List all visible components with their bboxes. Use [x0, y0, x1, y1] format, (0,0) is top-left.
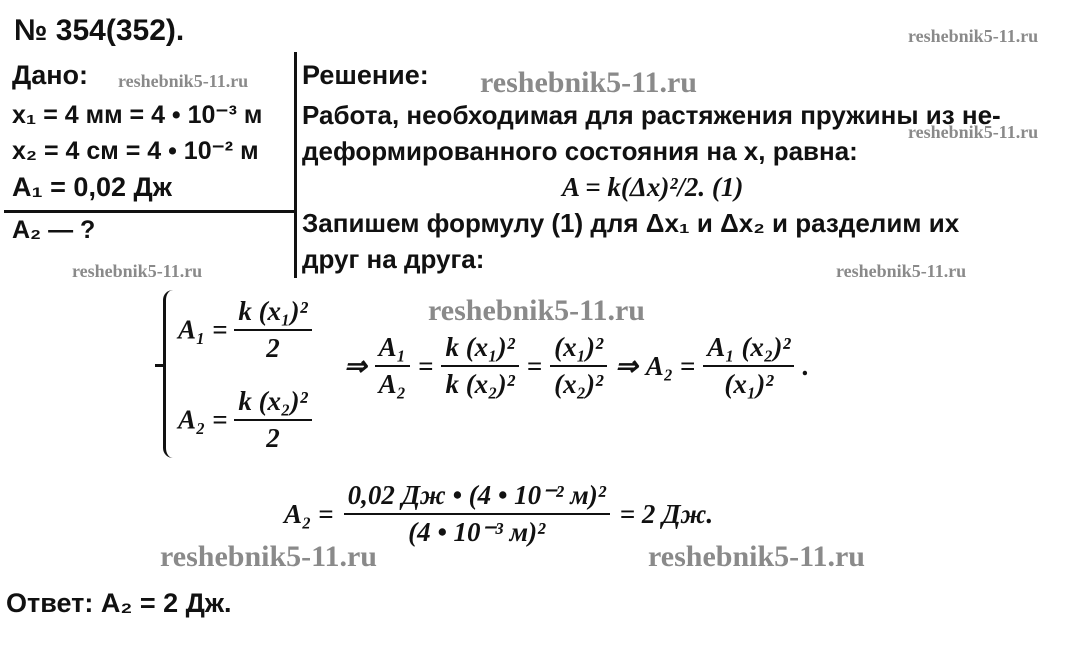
- system-brace-tip: [155, 364, 165, 367]
- ratio-x-denominator: (x₂)²: [554, 369, 604, 399]
- solution-line-4: друг на друга:: [302, 244, 485, 274]
- system-a1-numerator: k (x₁)²: [234, 296, 311, 331]
- watermark: reshebnik5-11.ru: [118, 71, 249, 91]
- ratio-x-fraction: [550, 332, 607, 400]
- ratio-k-numerator: k (x₁)²: [441, 332, 518, 367]
- watermark: reshebnik5-11.ru: [908, 122, 1039, 142]
- solution-line-2: деформированного состояния на x, равна:: [302, 136, 858, 166]
- watermark: reshebnik5-11.ru: [908, 26, 1039, 46]
- calc-lhs: A₂ =: [284, 498, 334, 529]
- solution-line-1: Работа, необходимая для растяжения пружины из не-: [302, 100, 1001, 130]
- derivation-chain: [344, 332, 809, 400]
- calc-fraction: [344, 480, 610, 548]
- system-a1-lhs: A₁ =: [178, 314, 228, 345]
- ratio-k-fraction: [441, 332, 518, 400]
- given-label: Дано:: [12, 60, 89, 90]
- given-x2: x₂ = 4 см = 4 • 10⁻² м: [12, 137, 259, 165]
- answer: Ответ: A₂ = 2 Дж.: [6, 588, 232, 618]
- given-a1: A₁ = 0,02 Дж: [12, 172, 172, 202]
- implies-arrow: ⇒: [615, 350, 638, 381]
- solution-line-3: Запишем формулу (1) для Δx₁ и Δx₂ и разделим их: [302, 208, 960, 238]
- calc-result: = 2 Дж.: [619, 498, 714, 529]
- watermark: reshebnik5-11.ru: [836, 261, 967, 281]
- system-eq-a1: [178, 296, 312, 364]
- given-find: A₂ — ?: [12, 216, 96, 244]
- given-divider: [4, 210, 296, 213]
- watermark: reshebnik5-11.ru: [72, 261, 203, 281]
- system-a1-fraction: [234, 296, 311, 364]
- result-fraction: [703, 332, 794, 400]
- ratio-x-numerator: (x₁)²: [550, 332, 607, 367]
- solution-label: Решение:: [302, 60, 429, 90]
- watermark: reshebnik5-11.ru: [648, 540, 865, 573]
- problem-number: № 354(352).: [14, 14, 185, 47]
- system-a2-lhs: A₂ =: [178, 404, 228, 435]
- implies-arrow: ⇒: [344, 350, 367, 381]
- calc-denominator: (4 • 10⁻³ м)²: [408, 517, 546, 547]
- given-x1: x₁ = 4 мм = 4 • 10⁻³ м: [12, 101, 263, 129]
- system-a1-denominator: 2: [266, 333, 280, 363]
- watermark: reshebnik5-11.ru: [480, 66, 697, 99]
- equals-sign: =: [418, 350, 434, 381]
- watermark: reshebnik5-11.ru: [160, 540, 377, 573]
- formula-1: A = k(Δx)²/2. (1): [562, 172, 744, 202]
- ratio-a-denominator: A₂: [378, 369, 407, 399]
- equals-sign: =: [526, 350, 543, 381]
- system-a2-numerator: k (x₂)²: [234, 386, 311, 421]
- given-vertical-rule: [294, 52, 297, 278]
- result-denominator: (x₁)²: [724, 369, 774, 399]
- system-a2-fraction: [234, 386, 311, 454]
- result-numerator: A₁ (x₂)²: [703, 332, 794, 367]
- calc-numerator: 0,02 Дж • (4 • 10⁻² м)²: [344, 480, 610, 515]
- result-lhs: A₂ =: [645, 350, 696, 381]
- result-period: .: [802, 350, 810, 381]
- system-eq-a2: [178, 386, 312, 454]
- ratio-a-numerator: A₁: [375, 332, 410, 367]
- calculation: [284, 480, 713, 548]
- ratio-k-denominator: k (x₂)²: [445, 369, 515, 399]
- watermark: reshebnik5-11.ru: [428, 294, 645, 327]
- system-a2-denominator: 2: [266, 423, 280, 453]
- ratio-a-fraction: [375, 332, 410, 400]
